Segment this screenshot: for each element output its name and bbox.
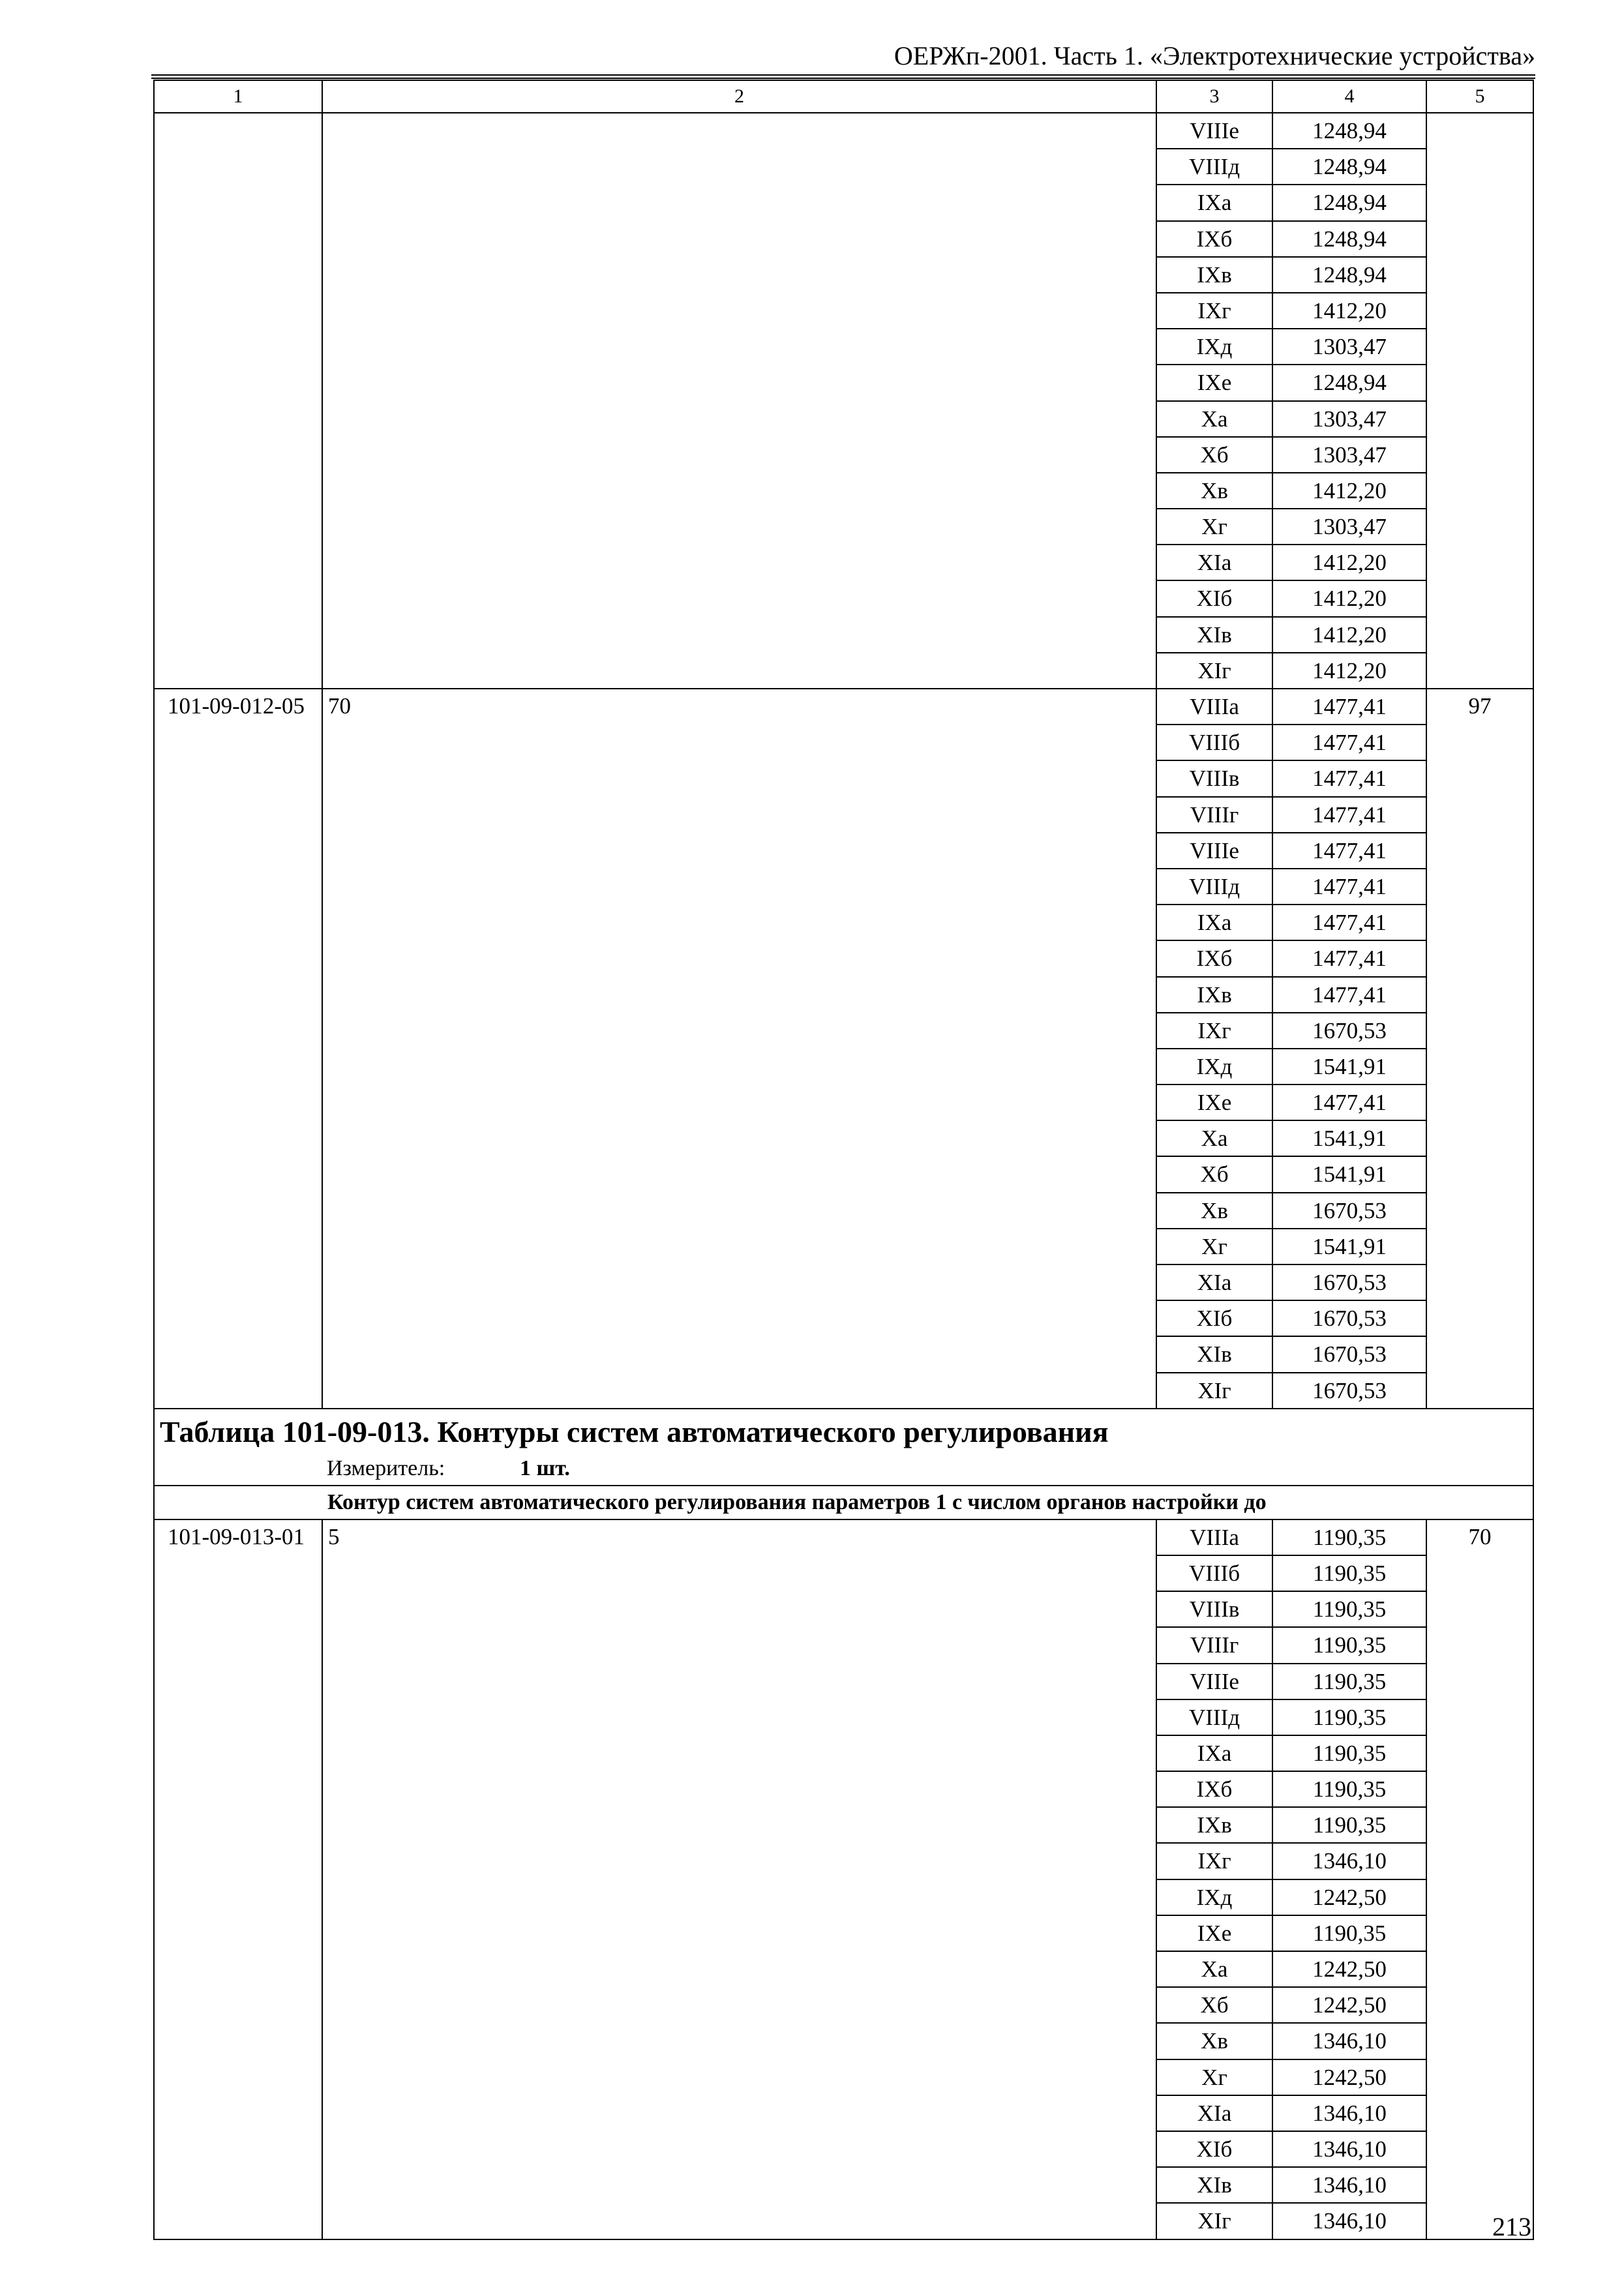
zone-cell: XIг <box>1156 1373 1272 1409</box>
zone-cell: IXб <box>1156 940 1272 976</box>
price-cell: 1477,41 <box>1272 869 1426 905</box>
zone-cell: IXд <box>1156 1879 1272 1915</box>
price-cell: 1412,20 <box>1272 617 1426 653</box>
table-title-row <box>154 1409 1533 1486</box>
item-description <box>322 113 1156 689</box>
zone-cell: Xв <box>1156 473 1272 509</box>
price-cell: 1346,10 <box>1272 2203 1426 2239</box>
zone-cell: Xг <box>1156 2059 1272 2095</box>
zone-cell: XIв <box>1156 2167 1272 2203</box>
zone-cell: XIв <box>1156 1336 1272 1372</box>
price-cell: 1242,50 <box>1272 1951 1426 1987</box>
zone-cell: IXе <box>1156 1915 1272 1951</box>
page-number: 213 <box>1492 2212 1531 2241</box>
price-cell: 1190,35 <box>1272 1555 1426 1591</box>
price-cell: 1477,41 <box>1272 725 1426 760</box>
zone-cell: Xа <box>1156 1120 1272 1156</box>
table-title-cell <box>154 1409 1533 1486</box>
price-cell: 1346,10 <box>1272 1843 1426 1879</box>
zone-cell: VIIIг <box>1156 1627 1272 1663</box>
price-cell: 1190,35 <box>1272 1807 1426 1843</box>
price-cell: 1412,20 <box>1272 545 1426 580</box>
zone-cell: XIг <box>1156 653 1272 689</box>
column-5-value: 70 <box>1426 1519 1533 2239</box>
zone-cell: VIIIд <box>1156 869 1272 905</box>
zone-cell: VIIIд <box>1156 1699 1272 1735</box>
measure-line <box>160 1452 1533 1485</box>
column-number: 4 <box>1272 80 1426 113</box>
zone-cell: XIб <box>1156 1300 1272 1336</box>
zone-cell: Xв <box>1156 1193 1272 1229</box>
zone-cell: VIIIа <box>1156 1519 1272 1555</box>
zone-cell: XIб <box>1156 580 1272 616</box>
price-cell: 1412,20 <box>1272 580 1426 616</box>
price-cell: 1303,47 <box>1272 401 1426 437</box>
zone-cell: IXг <box>1156 293 1272 329</box>
price-cell: 1412,20 <box>1272 293 1426 329</box>
column-5-value: 97 <box>1426 689 1533 1409</box>
price-table-body <box>154 80 1533 2239</box>
price-cell: 1477,41 <box>1272 977 1426 1013</box>
zone-cell: Xб <box>1156 1156 1272 1192</box>
zone-cell: VIIIг <box>1156 797 1272 833</box>
zone-cell: VIIIв <box>1156 760 1272 796</box>
price-cell: 1477,41 <box>1272 940 1426 976</box>
zone-cell: IXб <box>1156 221 1272 257</box>
zone-cell: IXа <box>1156 905 1272 940</box>
measure-label: Измеритель: <box>327 1456 445 1480</box>
zone-cell: IXд <box>1156 1049 1272 1085</box>
price-cell: 1346,10 <box>1272 2095 1426 2131</box>
price-cell: 1190,35 <box>1272 1915 1426 1951</box>
price-cell: 1190,35 <box>1272 1664 1426 1699</box>
zone-cell: XIв <box>1156 617 1272 653</box>
price-cell: 1248,94 <box>1272 221 1426 257</box>
price-cell: 1248,94 <box>1272 149 1426 185</box>
price-cell: 1248,94 <box>1272 365 1426 400</box>
price-cell: 1477,41 <box>1272 760 1426 796</box>
zone-cell: VIIIд <box>1156 149 1272 185</box>
zone-cell: XIб <box>1156 2131 1272 2167</box>
table-row <box>154 689 1533 725</box>
item-code: 101-09-013-01 <box>154 1519 322 2239</box>
item-description: 5 <box>322 1519 1156 2239</box>
price-cell: 1190,35 <box>1272 1771 1426 1807</box>
zone-cell: XIа <box>1156 545 1272 580</box>
column-5-value <box>1426 113 1533 689</box>
price-cell: 1190,35 <box>1272 1699 1426 1735</box>
price-cell: 1670,53 <box>1272 1300 1426 1336</box>
item-description: 70 <box>322 689 1156 1409</box>
zone-cell: IXд <box>1156 329 1272 365</box>
price-cell: 1242,50 <box>1272 2059 1426 2095</box>
price-cell: 1346,10 <box>1272 2023 1426 2059</box>
price-cell: 1477,41 <box>1272 797 1426 833</box>
column-number: 2 <box>322 80 1156 113</box>
zone-cell: IXа <box>1156 1735 1272 1771</box>
price-cell: 1303,47 <box>1272 329 1426 365</box>
zone-cell: XIг <box>1156 2203 1272 2239</box>
column-number: 1 <box>154 80 322 113</box>
price-cell: 1242,50 <box>1272 1879 1426 1915</box>
price-cell: 1303,47 <box>1272 437 1426 473</box>
zone-cell: Xг <box>1156 1229 1272 1264</box>
zone-cell: VIIIе <box>1156 1664 1272 1699</box>
price-cell: 1242,50 <box>1272 1987 1426 2023</box>
price-cell: 1541,91 <box>1272 1229 1426 1264</box>
price-cell: 1412,20 <box>1272 473 1426 509</box>
price-cell: 1670,53 <box>1272 1264 1426 1300</box>
price-cell: 1477,41 <box>1272 689 1426 725</box>
price-cell: 1190,35 <box>1272 1735 1426 1771</box>
zone-cell: Xа <box>1156 1951 1272 1987</box>
zone-cell: IXе <box>1156 365 1272 400</box>
price-cell: 1190,35 <box>1272 1627 1426 1663</box>
zone-cell: VIIIе <box>1156 833 1272 869</box>
header-rule-2 <box>151 78 1535 79</box>
column-number: 5 <box>1426 80 1533 113</box>
price-table <box>153 80 1534 2240</box>
price-cell: 1541,91 <box>1272 1049 1426 1085</box>
zone-cell: Xа <box>1156 401 1272 437</box>
section-title: Контур систем автоматического регулирования параметров 1 с числом органов настройки до <box>154 1486 1533 1519</box>
zone-cell: VIIIв <box>1156 1591 1272 1627</box>
zone-cell: XIа <box>1156 2095 1272 2131</box>
zone-cell: IXг <box>1156 1843 1272 1879</box>
table-row <box>154 113 1533 149</box>
price-cell: 1346,10 <box>1272 2131 1426 2167</box>
price-cell: 1541,91 <box>1272 1120 1426 1156</box>
zone-cell: IXв <box>1156 1807 1272 1843</box>
price-cell: 1190,35 <box>1272 1519 1426 1555</box>
zone-cell: IXг <box>1156 1013 1272 1049</box>
zone-cell: IXв <box>1156 977 1272 1013</box>
zone-cell: IXе <box>1156 1085 1272 1120</box>
price-cell: 1477,41 <box>1272 833 1426 869</box>
measure-value: 1 шт. <box>520 1456 570 1480</box>
column-number: 3 <box>1156 80 1272 113</box>
zone-cell: IXв <box>1156 257 1272 293</box>
price-cell: 1477,41 <box>1272 905 1426 940</box>
price-cell: 1346,10 <box>1272 2167 1426 2203</box>
price-cell: 1670,53 <box>1272 1013 1426 1049</box>
table-title: Таблица 101-09-013. Контуры систем автоматического регулирования <box>160 1414 1109 1448</box>
price-cell: 1248,94 <box>1272 113 1426 149</box>
zone-cell: IXа <box>1156 185 1272 220</box>
price-cell: 1670,53 <box>1272 1336 1426 1372</box>
price-cell: 1248,94 <box>1272 185 1426 220</box>
price-cell: 1541,91 <box>1272 1156 1426 1192</box>
zone-cell: VIIIб <box>1156 725 1272 760</box>
zone-cell: Xв <box>1156 2023 1272 2059</box>
price-cell: 1670,53 <box>1272 1373 1426 1409</box>
zone-cell: VIIIе <box>1156 113 1272 149</box>
zone-cell: VIIIа <box>1156 689 1272 725</box>
zone-cell: VIIIб <box>1156 1555 1272 1591</box>
table-row <box>154 1519 1533 1555</box>
zone-cell: Xб <box>1156 1987 1272 2023</box>
zone-cell: IXб <box>1156 1771 1272 1807</box>
column-number-row <box>154 80 1533 113</box>
zone-cell: Xб <box>1156 437 1272 473</box>
price-cell: 1190,35 <box>1272 1591 1426 1627</box>
price-cell: 1412,20 <box>1272 653 1426 689</box>
price-cell: 1248,94 <box>1272 257 1426 293</box>
price-cell: 1670,53 <box>1272 1193 1426 1229</box>
item-code <box>154 113 322 689</box>
price-cell: 1477,41 <box>1272 1085 1426 1120</box>
zone-cell: Xг <box>1156 509 1272 545</box>
price-cell: 1303,47 <box>1272 509 1426 545</box>
item-code: 101-09-012-05 <box>154 689 322 1409</box>
zone-cell: XIа <box>1156 1264 1272 1300</box>
section-title-row <box>154 1486 1533 1519</box>
header-rule <box>151 74 1535 76</box>
running-header: ОЕРЖп-2001. Часть 1. «Электротехнические устройства» <box>894 41 1535 70</box>
